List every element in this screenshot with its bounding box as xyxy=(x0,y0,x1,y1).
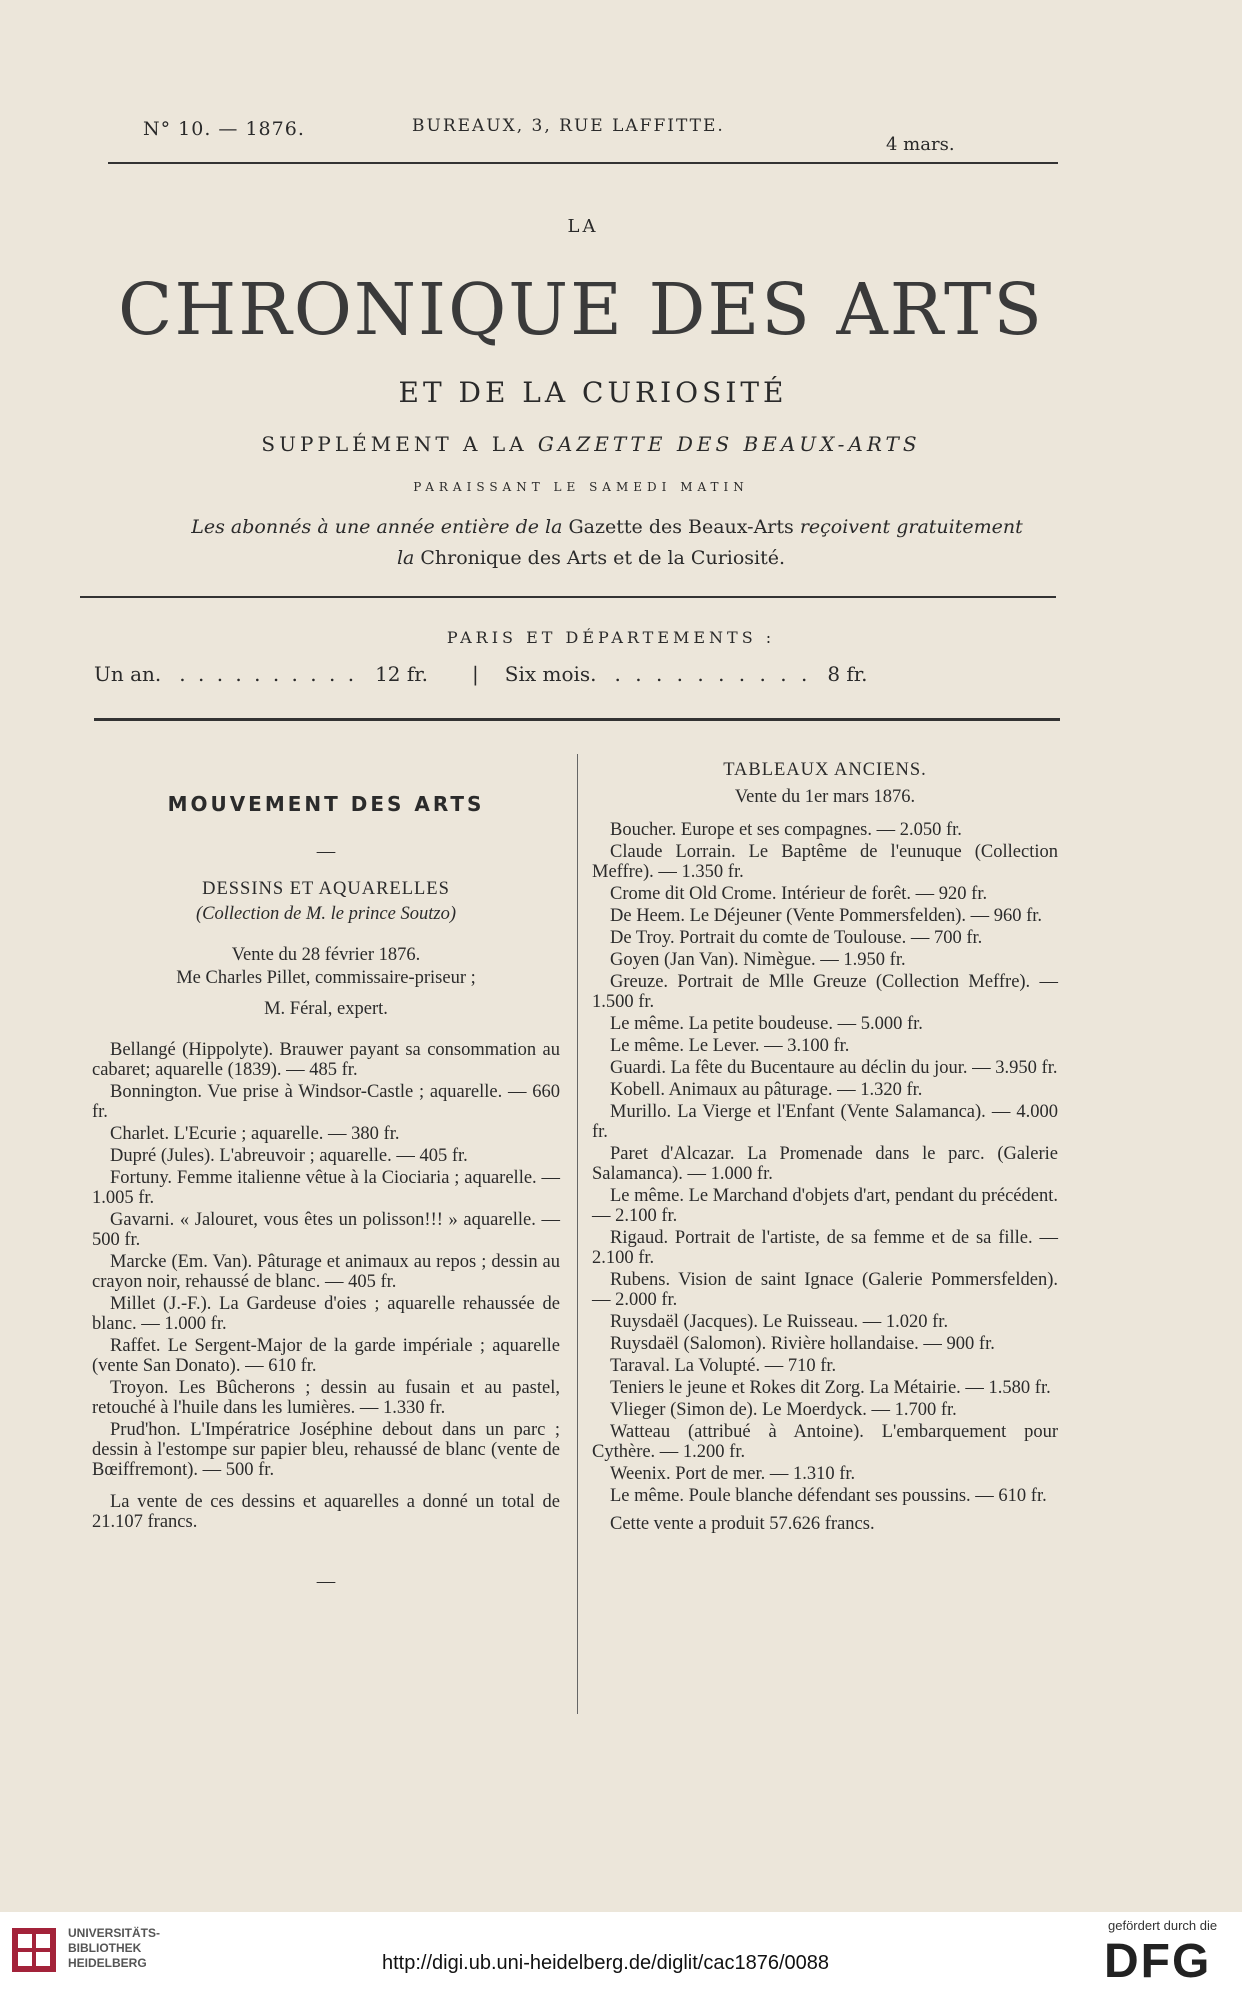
masthead-article: LA xyxy=(567,216,599,237)
subscription-prices xyxy=(94,662,1058,686)
viewer-footer xyxy=(0,1912,1242,1989)
list-item: Le même. La petite boudeuse. — 5.000 fr. xyxy=(610,1014,923,1034)
masthead-subtitle: ET DE LA CURIOSITÉ xyxy=(398,376,788,409)
list-item: Taraval. La Volupté. — 710 fr. xyxy=(610,1356,837,1376)
list-item: Claude Lorrain. Le Baptême de l'eunuque (Collection Meffre). — 1.350 fr. xyxy=(592,842,1058,882)
list-item: Watteau (attribué à Antoine). L'embarquement pour Cythère. — 1.200 fr. xyxy=(592,1422,1058,1462)
issue-number: N° 10. — 1876. xyxy=(143,118,305,140)
half-year-dots: . . . . . . . . . . xyxy=(614,662,812,686)
list-item: Paret d'Alcazar. La Promenade dans le parc. (Galerie Salamanca). — 1.000 fr. xyxy=(592,1144,1058,1184)
list-item: Rigaud. Portrait de l'artiste, de sa femme et de sa fille. — 2.100 fr. xyxy=(592,1228,1058,1268)
list-item: Prud'hon. L'Impératrice Joséphine debout dans un parc ; dessin à l'estompe sur papier bleu, rehaussé de blanc (vente de Bœiffremont). — 500 fr. xyxy=(92,1420,560,1480)
left-end-dash: — xyxy=(316,1572,336,1592)
list-item: Le même. Le Lever. — 3.100 fr. xyxy=(610,1036,850,1056)
list-item: Bonnington. Vue prise à Windsor-Castle ; aquarelle. — 660 fr. xyxy=(92,1082,560,1122)
list-item: Greuze. Portrait de Mlle Greuze (Collection Meffre). — 1.500 fr. xyxy=(592,972,1058,1012)
publication-schedule: PARAISSANT LE SAMEDI MATIN xyxy=(413,480,749,494)
notice-part-b: Gazette des Beaux-Arts xyxy=(568,516,794,538)
left-total: La vente de ces dessins et aquarelles a donné un total de 21.107 francs. xyxy=(92,1492,560,1532)
subscriber-notice-line1 xyxy=(0,516,1228,538)
drawings-list xyxy=(92,1040,560,1480)
permalink-url[interactable]: http://digi.ub.uni-heidelberg.de/diglit/cac1876/0088 xyxy=(382,1952,829,1974)
section-paintings: TABLEAUX ANCIENS. xyxy=(723,760,927,780)
list-item: Kobell. Animaux au pâturage. — 1.320 fr. xyxy=(610,1080,923,1100)
library-name-line2: BIBLIOTHEK xyxy=(68,1941,142,1955)
collection-name: (Collection de M. le prince Soutzo) xyxy=(196,904,456,924)
list-item: De Heem. Le Déjeuner (Vente Pommersfelden). — 960 fr. xyxy=(610,906,1043,926)
list-item: Gavarni. « Jalouret, vous êtes un polisson!!! » aquarelle. — 500 fr. xyxy=(92,1210,560,1250)
list-item: De Troy. Portrait du comte de Toulouse. — 700 fr. xyxy=(610,928,983,948)
left-sale-date: Vente du 28 février 1876. xyxy=(231,945,421,965)
list-item: Weenix. Port de mer. — 1.310 fr. xyxy=(610,1464,856,1484)
left-column xyxy=(92,792,560,1593)
notice-part-a: Les abonnés à une année entière de la xyxy=(191,516,563,538)
list-item: Rubens. Vision de saint Ignace (Galerie Pommersfelden). — 2.000 fr. xyxy=(592,1270,1058,1310)
right-total: Cette vente a produit 57.626 francs. xyxy=(610,1514,875,1534)
half-year-label: Six mois. xyxy=(504,662,597,686)
funded-by-label: gefördert durch die xyxy=(1108,1918,1218,1933)
list-item: Guardi. La fête du Bucentaure au déclin du jour. — 3.950 fr. xyxy=(610,1058,1058,1078)
list-item: Ruysdaël (Salomon). Rivière hollandaise. — 900 fr. xyxy=(610,1334,995,1354)
year-dots: . . . . . . . . . . xyxy=(179,662,358,686)
notice-part-d: la xyxy=(396,547,415,569)
list-item: Teniers le jeune et Rokes dit Zorg. La Métairie. — 1.580 fr. xyxy=(610,1378,1051,1398)
notice-part-c: reçoivent gratuitement xyxy=(799,516,1023,538)
right-sale-date: Vente du 1er mars 1876. xyxy=(734,787,916,807)
section-drawings: DESSINS ET AQUARELLES xyxy=(202,879,450,899)
library-seal-icon xyxy=(10,1926,58,1974)
paintings-list xyxy=(592,820,1058,1506)
list-item: Boucher. Europe et ses compagnes. — 2.050 fr. xyxy=(610,820,962,840)
right-column xyxy=(592,760,1058,1536)
year-label: Un an. xyxy=(94,662,162,686)
price-separator: | xyxy=(472,662,479,686)
list-item: Le même. Poule blanche défendant ses poussins. — 610 fr. xyxy=(610,1486,1047,1506)
gazette-title: GAZETTE DES BEAUX-ARTS xyxy=(537,432,921,456)
list-item: Charlet. L'Ecurie ; aquarelle. — 380 fr. xyxy=(110,1124,400,1144)
list-item: Ruysdaël (Jacques). Le Ruisseau. — 1.020 fr. xyxy=(610,1312,949,1332)
list-item: Millet (J.-F.). La Gardeuse d'oies ; aquarelle rehaussée de blanc. — 1.000 fr. xyxy=(92,1294,560,1334)
dfg-logo[interactable]: DFG xyxy=(1104,1935,1212,1988)
library-name-line3: HEIDELBERG xyxy=(68,1956,147,1970)
office-address: BUREAUX, 3, RUE LAFFITTE. xyxy=(412,116,725,136)
subscription-heading: PARIS ET DÉPARTEMENTS : xyxy=(446,628,776,647)
masthead-rule xyxy=(80,596,1056,598)
half-year-price: 8 fr. xyxy=(827,662,868,686)
list-item: Le même. Le Marchand d'objets d'art, pendant du précédent. — 2.100 fr. xyxy=(592,1186,1058,1226)
library-name-line1: UNIVERSITÄTS- xyxy=(68,1926,161,1940)
issue-date: 4 mars. xyxy=(886,134,955,155)
list-item: Fortuny. Femme italienne vêtue à la Ciociaria ; aquarelle. — 1.005 fr. xyxy=(92,1168,560,1208)
auctioneer: Me Charles Pillet, commissaire-priseur ; xyxy=(176,968,476,988)
supplement-line xyxy=(0,432,1212,456)
list-item: Dupré (Jules). L'abreuvoir ; aquarelle. — 405 fr. xyxy=(110,1146,468,1166)
list-item: Marcke (Em. Van). Pâturage et animaux au repos ; dessin au crayon noir, rehaussé de blanc. — 405 fr. xyxy=(92,1252,560,1292)
list-item: Troyon. Les Bûcherons ; dessin au fusain et au pastel, retouché à l'huile dans les lumières. — 1.330 fr. xyxy=(92,1378,560,1418)
list-item: Vlieger (Simon de). Le Moerdyck. — 1.700 fr. xyxy=(610,1400,957,1420)
column-divider xyxy=(577,754,578,1714)
list-item: Raffet. Le Sergent-Major de la garde impériale ; aquarelle (vente San Donato). — 610 fr. xyxy=(92,1336,560,1376)
list-item: Goyen (Jan Van). Nimègue. — 1.950 fr. xyxy=(610,950,906,970)
header-rule xyxy=(108,162,1058,164)
year-price: 12 fr. xyxy=(375,662,428,686)
library-logo[interactable] xyxy=(10,1922,210,1978)
list-item: Crome dit Old Crome. Intérieur de forêt. — 920 fr. xyxy=(610,884,988,904)
subscriber-notice-line2 xyxy=(0,547,1212,569)
left-heading-dash: — xyxy=(316,842,336,862)
list-item: Bellangé (Hippolyte). Brauwer payant sa consommation au cabaret; aquarelle (1839). — 485 fr. xyxy=(92,1040,560,1080)
subscription-rule xyxy=(94,718,1060,721)
left-heading: MOUVEMENT DES ARTS xyxy=(167,792,485,816)
list-item: Murillo. La Vierge et l'Enfant (Vente Salamanca). — 4.000 fr. xyxy=(592,1102,1058,1142)
expert: M. Féral, expert. xyxy=(264,999,388,1019)
notice-part-e: Chronique des Arts et de la Curiosité. xyxy=(420,547,786,569)
masthead-title: CHRONIQUE DES ARTS xyxy=(118,268,1044,351)
supplement-prefix: SUPPLÉMENT A LA xyxy=(261,432,528,456)
